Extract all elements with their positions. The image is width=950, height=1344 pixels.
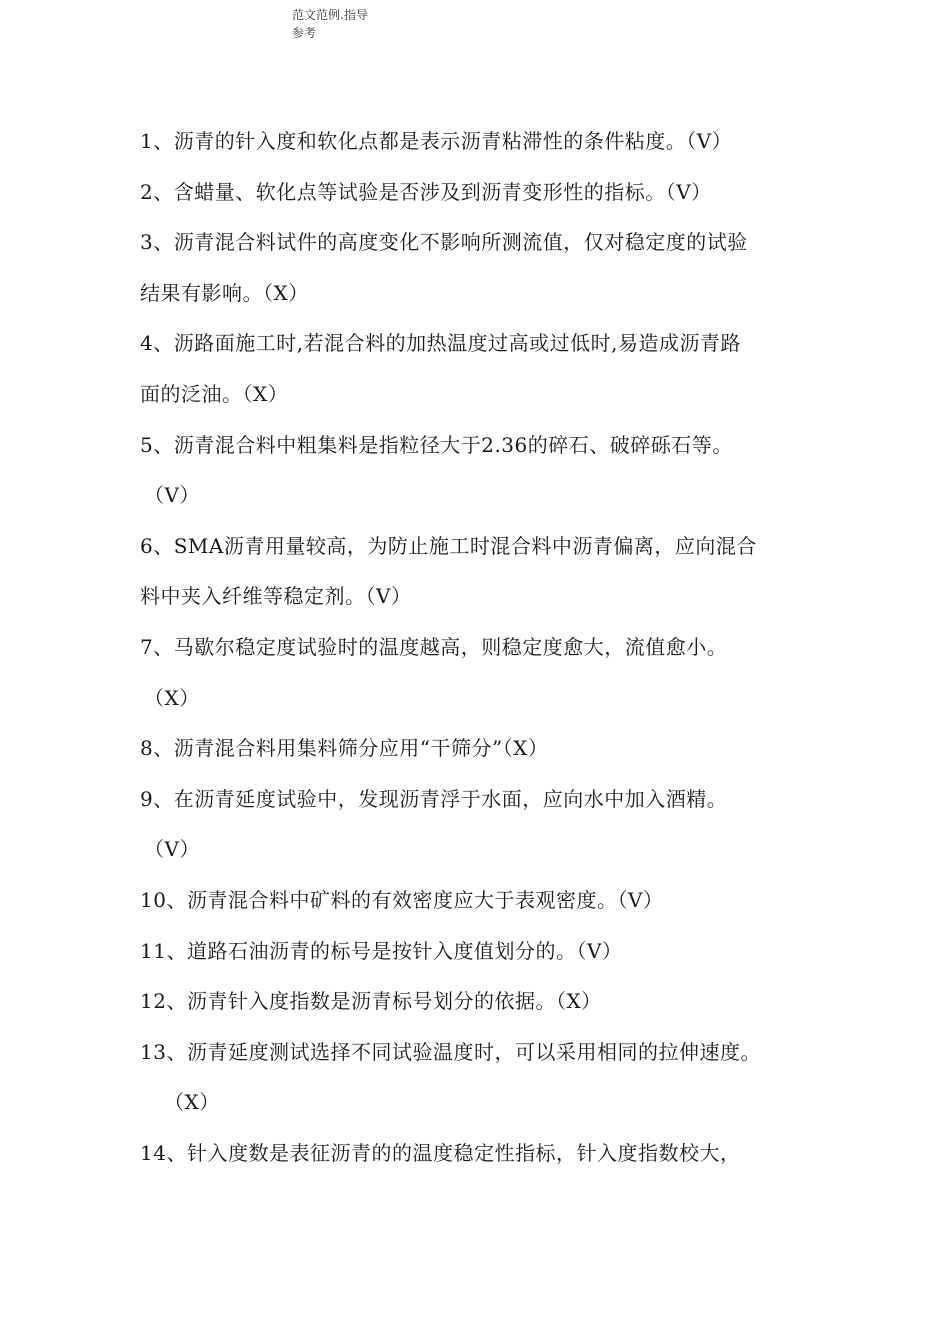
text-line: 13、沥青延度测试选择不同试验温度时，可以采用相同的拉伸速度。: [140, 1039, 761, 1064]
text-line: 11、道路石油沥青的标号是按针入度值划分的。（V）: [140, 938, 623, 963]
text-line: （V）: [144, 483, 200, 508]
text-line: 面的泛油。（X）: [140, 381, 289, 406]
text-line: 8、沥青混合料用集料筛分应用“干筛分”（X）: [140, 736, 549, 761]
text-line: 料中夹入纤维等稳定剂。（V）: [140, 584, 412, 609]
text-line: 9、在沥青延度试验中，发现沥青浮于水面，应向水中加入酒精。: [140, 786, 728, 811]
text-line: 12、沥青针入度指数是沥青标号划分的依据。（X）: [140, 989, 602, 1014]
text-line: 结果有影响。（X）: [140, 280, 309, 305]
text-line: 2、含蜡量、软化点等试验是否涉及到沥青变形性的指标。（V）: [140, 179, 712, 204]
text-line: 6、SMA沥青用量较高，为防止施工时混合料中沥青偏离，应向混合: [140, 533, 757, 558]
text-line: 5、沥青混合料中粗集料是指粒径大于2.36的碎石、破碎砾石等。: [140, 432, 733, 457]
text-line: （X）: [164, 1090, 220, 1115]
text-line: 3、沥青混合料试件的高度变化不影响所测流值，仅对稳定度的试验: [140, 230, 748, 255]
text-line: 7、马歇尔稳定度试验时的温度越高，则稳定度愈大，流值愈小。: [140, 634, 728, 659]
text-line: 14、针入度数是表征沥青的的温度稳定性指标，针入度指数校大，: [140, 1140, 741, 1165]
document-body: [140, 116, 820, 1178]
text-line: 4、沥路面施工时,若混合料的加热温度过高或过低时,易造成沥青路: [140, 331, 741, 356]
text-line: 1、沥青的针入度和软化点都是表示沥青粘滞性的条件粘度。（V）: [140, 129, 733, 153]
text-line: 10、沥青混合料中矿料的有效密度应大于表观密度。（V）: [140, 887, 664, 912]
page-header: 范文范例.指导参考: [292, 8, 368, 40]
text-line: （V）: [144, 837, 200, 862]
text-line: （X）: [144, 685, 200, 710]
